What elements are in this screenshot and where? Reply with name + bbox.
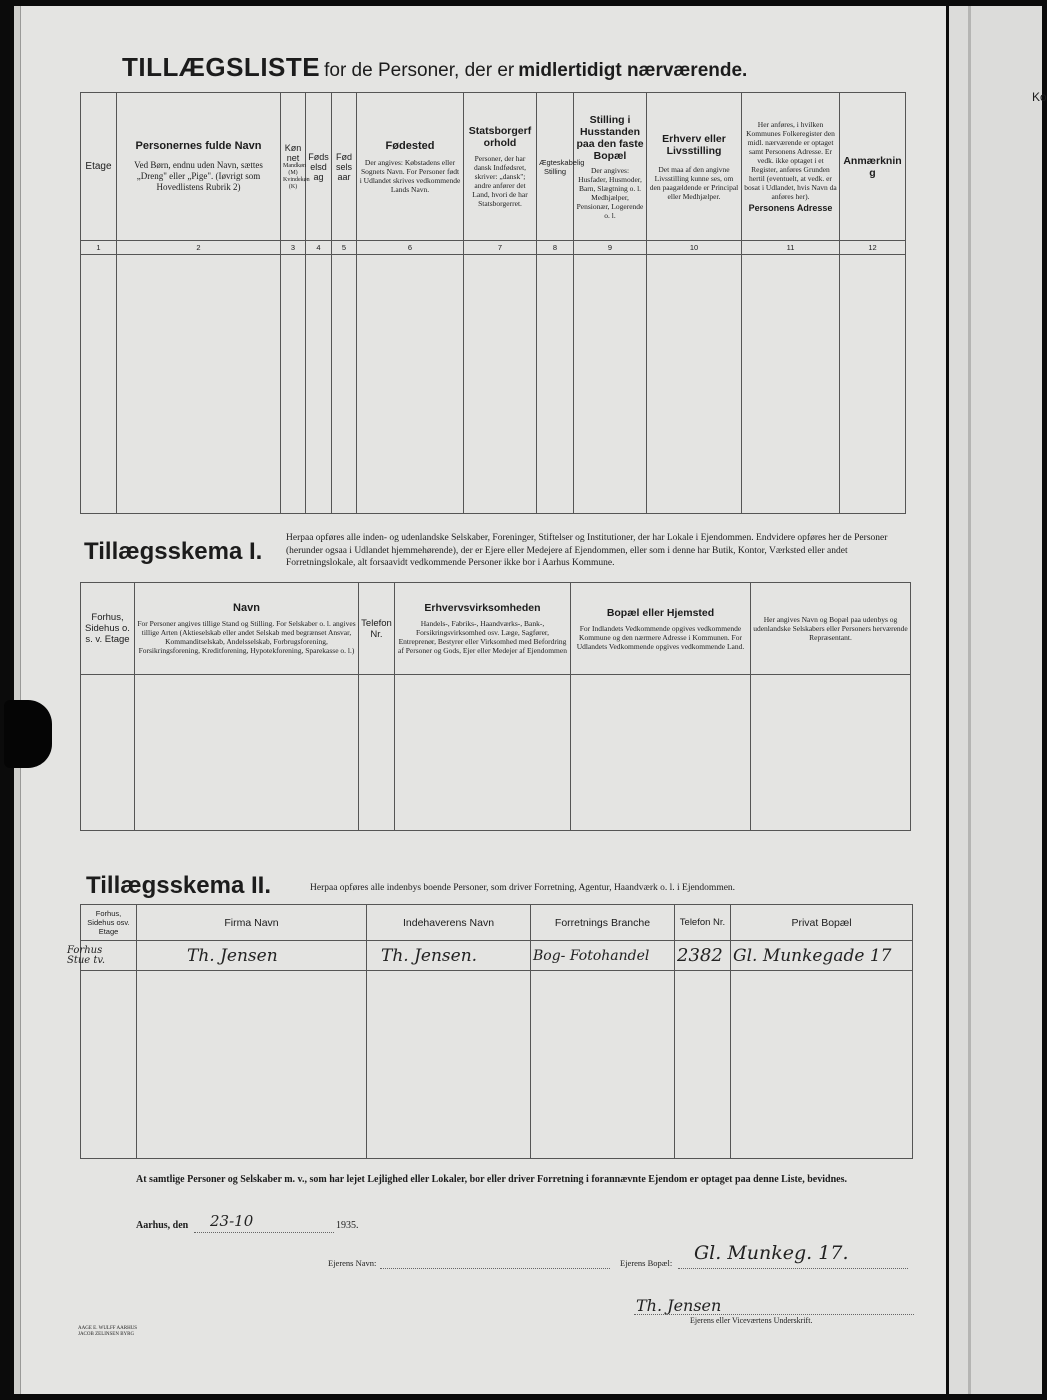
entry-cell — [117, 255, 281, 514]
col-num: 3 — [281, 241, 306, 255]
entry-cell — [306, 255, 332, 514]
schema2-table — [67, 904, 913, 1159]
main-table-number-row — [81, 241, 906, 255]
entry-cell — [751, 675, 911, 831]
col-aegteskab: Ægteskabelig Stilling — [537, 93, 574, 241]
col-num: 7 — [464, 241, 537, 255]
schema2-entry-area — [81, 971, 913, 1159]
main-table-header-row — [81, 93, 906, 241]
schema1-col-navn: Navn For Personer angives tillige Stand og Stilling. For Selskaber o. l. angives tillige Arten (Aktieselskab eller andet Selskab med begrænset Ansvar, Kommanditselskab, Andelsselskab, Forbrugsforening, Forsikringsforening, Kreditforening, Hypotekforening, Sparekasse o. l.) — [135, 583, 359, 675]
col-num: 1 — [81, 241, 117, 255]
col-statsborger: Statsborgerforhold Personer, der har dansk Indfødsret, skriver: „dansk"; andre anfører det Land, hvori de har Statsborgerret. — [464, 93, 537, 241]
entry-cell — [81, 675, 135, 831]
printer-imprint: AAGE E. WULFF AARHUS JACOB ZELINSEN BYRG — [78, 1326, 138, 1337]
attestation-text: At samtlige Personer og Selskaber m. v., som har lejet Lejlighed eller Lokaler, bor eller driver Forretning i forannævnte Ejendom er optaget paa denne Liste, bevidnes. — [136, 1174, 847, 1185]
adjacent-page-fold — [968, 6, 971, 1394]
entry-cell — [574, 255, 647, 514]
schema2-col-etage: Forhus, Sidehus osv. Etage — [81, 905, 137, 941]
col-num: 10 — [647, 241, 742, 255]
entry-cell — [137, 971, 367, 1159]
schema1-col-repraesentant: Her angives Navn og Bopæl paa udenbys og udenlandske Selskabers eller Personers herværende Repræsentant. — [751, 583, 911, 675]
main-table-entry-area — [81, 255, 906, 514]
col-anmaerkning: Anmærkning — [840, 93, 906, 241]
entry-cell — [281, 255, 306, 514]
col-foedselsdag: Fødselsdag — [306, 93, 332, 241]
col-erhverv: Erhverv eller Livsstilling Det maa af den angivne Livsstilling kunne ses, om den paagældende er Principal eller Medhjælper. — [647, 93, 742, 241]
schema1-title: Tillægsskema I. — [84, 538, 263, 565]
owner-name-label: Ejerens Navn: — [328, 1258, 377, 1268]
owner-address-line — [678, 1268, 908, 1269]
binder-clip — [4, 700, 52, 768]
schema1-entry-area — [81, 675, 911, 831]
date-line — [194, 1232, 334, 1233]
owner-address-label: Ejerens Bopæl: — [620, 1258, 673, 1268]
schema2-col-telefon: Telefon Nr. — [675, 905, 731, 941]
schema2-title: Tillægsskema II. — [86, 872, 271, 899]
entry-cell — [647, 255, 742, 514]
col-etage: Etage — [81, 93, 117, 241]
signature: Th. Jensen — [636, 1296, 722, 1315]
owner-name-line — [380, 1268, 610, 1269]
adjacent-page-text: Ko — [1032, 90, 1047, 104]
entry-cell — [840, 255, 906, 514]
entry-cell — [531, 971, 675, 1159]
signature-label: Ejerens eller Viceværtens Underskrift. — [690, 1316, 813, 1325]
entry-cell — [395, 675, 571, 831]
entry-cell — [332, 255, 357, 514]
owner-address-written: Gl. Munkeg. 17. — [694, 1242, 849, 1264]
schema2-col-firma: Firma Navn — [137, 905, 367, 941]
row-firma: Th. Jensen — [137, 941, 367, 971]
col-stilling: Stilling i Husstanden paa den faste Bopæl Der angives: Husfader, Husmoder, Barn, Slægtning o. l. Medhjælper, Pensionær, Logerende o. l. — [574, 93, 647, 241]
entry-cell — [731, 971, 913, 1159]
main-title-big: TILLÆGSLISTE — [122, 52, 321, 82]
entry-cell — [81, 971, 137, 1159]
col-num: 5 — [332, 241, 357, 255]
schema1-col-etage: Forhus, Sidehus o. s. v. Etage — [81, 583, 135, 675]
col-navn: Personernes fulde Navn Ved Børn, endnu uden Navn, sættes „Dreng" eller „Pige". (Iøvrigt som Hovedlistens Rubrik 2) — [117, 93, 281, 241]
entry-cell — [357, 255, 464, 514]
entry-cell — [464, 255, 537, 514]
main-title-rest: for de Personer, der er — [324, 60, 515, 81]
row-telefon: 2382 — [675, 941, 731, 971]
schema1-header-row — [81, 583, 911, 675]
schema1-col-erhverv: Erhvervsvirksomheden Handels-, Fabriks-, Haandværks-, Bank-, Forsikringsvirksomhed osv. Læge, Sagfører, Entreprenør, Bestyrer eller Virksomhed med Befordring af Personer og Gods, Ejer eller Medejer af Ejendommen — [395, 583, 571, 675]
col-num: 2 — [117, 241, 281, 255]
schema1-table — [80, 582, 911, 831]
main-person-table — [80, 92, 906, 514]
entry-cell — [742, 255, 840, 514]
adjacent-page — [949, 6, 1042, 1394]
col-num: 9 — [574, 241, 647, 255]
schema2-description: Herpaa opføres alle indenbys boende Personer, som driver Forretning, Agentur, Haandværk o. l. i Ejendommen. — [310, 883, 736, 893]
schema2-row — [81, 941, 913, 971]
schema2-header-row — [81, 905, 913, 941]
date-label: Aarhus, den — [136, 1220, 189, 1231]
entry-cell — [367, 971, 531, 1159]
col-num: 6 — [357, 241, 464, 255]
schema1-description: Herpaa opføres alle inden- og udenlandske Selskaber, Foreninger, Stiftelser og Institutioner, der har Lokale i Ejendommen. Endvidere opføres her de Personer (herunder ogsaa i Udlandet hjemmehørende), der er Ejere eller Medejere af Ejendommen, eller som i denne har Butik, Kontor, Værksted eller andet Forretningslokale, alt forsaavidt vedkommende Personer ikke bor i Aarhus Kommune. — [286, 533, 888, 568]
col-num: 8 — [537, 241, 574, 255]
col-adresse: Her anføres, i hvilken Kommunes Folkeregister den midl. nærværende er optaget samt Personens Adresse. Er vedk. ikke optaget i et Register, anføres Grunden hertil (eventuelt, at vedk. er bosat i Udlandet, hvis Navn da anføres her). Personens Adresse — [742, 93, 840, 241]
entry-cell — [675, 971, 731, 1159]
schema2-col-indehaver: Indehaverens Navn — [367, 905, 531, 941]
form-page — [14, 6, 946, 1394]
col-foedselsaar: Fødselsaar — [332, 93, 357, 241]
date-year: 1935. — [336, 1220, 359, 1231]
row-indehaver: Th. Jensen. — [367, 941, 531, 971]
col-num: 11 — [742, 241, 840, 255]
entry-cell — [81, 255, 117, 514]
row-bopael: Gl. Munkegade 17 — [731, 941, 913, 971]
schema2-col-branche: Forretnings Branche — [531, 905, 675, 941]
col-num: 4 — [306, 241, 332, 255]
signature-line — [634, 1314, 914, 1315]
schema2-col-bopael: Privat Bopæl — [731, 905, 913, 941]
main-title — [122, 52, 942, 83]
entry-cell — [135, 675, 359, 831]
schema1-col-telefon: Telefon Nr. — [359, 583, 395, 675]
date-written: 23-10 — [210, 1212, 254, 1230]
col-num: 12 — [840, 241, 906, 255]
main-title-bold: midlertidigt nærværende. — [518, 60, 748, 81]
row-etage: Forhus Stue tv. — [65, 941, 121, 971]
entry-cell — [359, 675, 395, 831]
row-branche: Bog- Fotohandel — [531, 941, 675, 971]
col-foedested: Fødested Der angives: Købstadens eller Sognets Navn. For Personer født i Udlandet skrives vedkommende Lands Navn. — [357, 93, 464, 241]
entry-cell — [537, 255, 574, 514]
schema1-col-bopael: Bopæl eller Hjemsted For Indlandets Vedkommende opgives vedkommende Kommune og den nærmere Adresse i Kommunen. For Udlandets Vedkommende opgives vedkommende Land. — [571, 583, 751, 675]
entry-cell — [571, 675, 751, 831]
col-koen: Kønnet Mandkøn (M) Kvindekøn (K) — [281, 93, 306, 241]
